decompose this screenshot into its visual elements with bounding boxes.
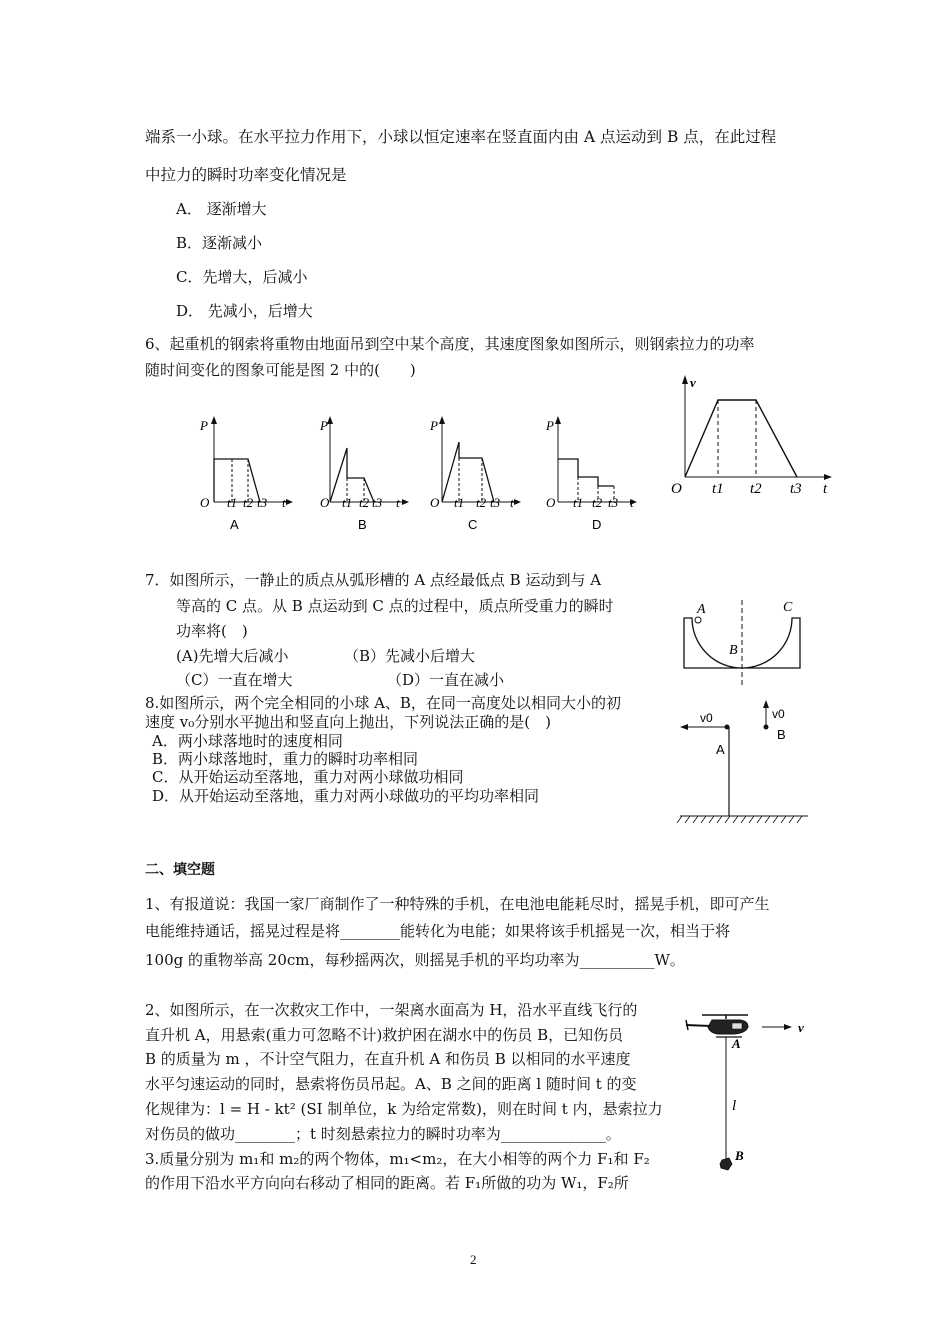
f1-line3: 100g 的重物举高 20cm，每秒摇两次，则摇晃手机的平均功率为__________W。 — [145, 951, 685, 969]
q6-graph-a-tick-t3: t3 — [257, 495, 268, 510]
q6-graph-c-origin: O — [430, 495, 440, 510]
q7-line1: 7．如图所示，一静止的质点从弧形槽的 A 点经最低点 B 运动到与 A — [145, 571, 602, 589]
q5-option-a: A． 逐渐增大 — [176, 200, 267, 218]
q8-option-c: C．从开始运动至落地，重力对两小球做功相同 — [152, 768, 464, 786]
q8-fig-label-a: A — [716, 742, 725, 757]
q6-graph-c-tick-t2: t2 — [476, 495, 487, 510]
q6-vt-axis-v: v — [690, 375, 696, 390]
f2-fig-label-l: l — [732, 1098, 737, 1114]
f3-line2: 的作用下沿水平方向向右移动了相同的距离。若 F₁所做的功为 W₁，F₂所 — [145, 1174, 629, 1192]
helicopter-icon — [686, 1015, 748, 1037]
f1-line2: 电能维持通话，摇晃过程是将________能转化为电能；如果将该手机摇晃一次，相当于将 — [145, 922, 731, 940]
q7-fig-label-c: C — [783, 600, 793, 615]
q6-vt-origin: O — [671, 481, 682, 497]
q6-graph-a-tick-t2: t2 — [243, 495, 254, 510]
q8-fig-v0-up: v0 — [772, 707, 785, 721]
q7-option-d: （D）一直在减小 — [387, 671, 505, 689]
q8-option-d: D．从开始运动至落地，重力对两小球做功的平均功率相同 — [152, 787, 540, 805]
q6-graph-b-tick-t2: t2 — [359, 495, 370, 510]
q6-vt-tick-t3: t3 — [790, 481, 802, 497]
q6-graph-d-tick-t3: t3 — [608, 495, 619, 510]
q6-graph-a-origin: O — [200, 495, 210, 510]
q8-line1: 8.如图所示，两个完全相同的小球 A、B，在同一高度处以相同大小的初 — [145, 694, 621, 712]
f2-line3: B 的质量为 m ，不计空气阻力，在直升机 A 和伤员 B 以相同的水平速度 — [145, 1050, 631, 1068]
f3-line1: 3.质量分别为 m₁和 m₂的两个物体，m₁<m₂，在大小相等的两个力 F₁和 F₂ — [145, 1150, 650, 1168]
q6-graph-c-caption: C — [468, 517, 478, 532]
q6-graph-d-caption: D — [592, 517, 602, 532]
q6-graph-b-axis-p: P — [320, 418, 328, 433]
q6-graph-d-axis-t: t — [630, 495, 634, 510]
q8-option-a: A．两小球落地时的速度相同 — [152, 732, 343, 750]
q6-vt-tick-t1: t1 — [712, 481, 724, 497]
section-fill-in-title: 二、填空题 — [145, 862, 215, 878]
q6-graph-a-axis-p: P — [200, 418, 208, 433]
q6-vt-axis-t: t — [823, 481, 828, 497]
q7-line3: 功率将( ) — [176, 622, 248, 640]
q6-graph-b-tick-t3: t3 — [372, 495, 383, 510]
f2-line4: 水平匀速运动的同时，悬索将伤员吊起。A、B 之间的距离 l 随时间 t 的变 — [145, 1075, 637, 1093]
q6-graph-c-axis-t: t — [510, 495, 514, 510]
q6-graph-c-axis-p: P — [430, 418, 438, 433]
q6-graph-a-caption: A — [230, 517, 239, 532]
f2-helicopter-figure — [682, 1008, 812, 1178]
q7-line2: 等高的 C 点。从 B 点运动到 C 点的过程中，质点所受重力的瞬时 — [176, 597, 614, 615]
f1-line1: 1、有报道说：我国一家厂商制作了一种特殊的手机，在电池电能耗尽时，摇晃手机，即可产生 — [145, 895, 770, 913]
q6-graph-c-tick-t3: t3 — [490, 495, 501, 510]
q8-option-b: B．两小球落地时，重力的瞬时功率相同 — [152, 750, 419, 768]
f2-line1: 2、如图所示，在一次救灾工作中，一架离水面高为 H，沿水平直线飞行的 — [145, 1001, 638, 1019]
q8-fig-v0-left: v0 — [700, 711, 713, 725]
q8-throw-figure — [676, 698, 816, 826]
q6-vt-graph — [668, 370, 838, 500]
page-number: 2 — [470, 1252, 477, 1267]
q5-option-b: B．逐渐减小 — [176, 234, 263, 252]
q6-graph-c — [424, 410, 524, 535]
q6-line2: 随时间变化的图象可能是图 2 中的( ) — [145, 361, 416, 379]
q6-graph-b — [312, 410, 412, 535]
q6-graph-a-tick-t1: t1 — [227, 495, 238, 510]
q6-graph-d-axis-p: P — [546, 418, 554, 433]
f2-line5: 化规律为：l = H - kt² (SI 制单位，k 为给定常数)，则在时间 t 内，悬索拉力 — [145, 1100, 663, 1118]
q8-line2: 速度 v₀分别水平抛出和竖直向上抛出，下列说法正确的是( ) — [145, 713, 551, 731]
q6-graph-b-axis-t: t — [396, 495, 400, 510]
f2-fig-label-b: B — [735, 1148, 744, 1163]
f2-line2: 直升机 A，用悬索(重力可忽略不计)救护困在湖水中的伤员 B，已知伤员 — [145, 1026, 624, 1044]
q8-fig-label-b: B — [777, 727, 786, 742]
q6-graph-b-origin: O — [320, 495, 330, 510]
q5-line1: 端系一小球。在水平拉力作用下，小球以恒定速率在竖直面内由 A 点运动到 B 点，在此过程 — [145, 128, 777, 146]
f2-fig-label-v: v — [798, 1020, 804, 1035]
q6-graph-a-axis-t: t — [282, 495, 286, 510]
q5-option-d: D． 先减小，后增大 — [176, 302, 313, 320]
q6-graph-d — [540, 410, 640, 535]
q6-graph-d-tick-t1: t1 — [573, 495, 584, 510]
q6-graph-b-caption: B — [358, 517, 367, 532]
q7-groove-figure — [678, 596, 808, 688]
f2-line6: 对伤员的做功________；t 时刻悬索拉力的瞬时功率为______________。 — [145, 1125, 621, 1143]
q6-graph-d-origin: O — [546, 495, 556, 510]
q6-graph-b-tick-t1: t1 — [342, 495, 353, 510]
q7-option-a: (A)先增大后减小 — [176, 647, 289, 665]
q5-line2: 中拉力的瞬时功率变化情况是 — [145, 166, 347, 184]
q6-graph-c-tick-t1: t1 — [454, 495, 465, 510]
f2-fig-label-a: A — [732, 1036, 741, 1051]
q7-fig-label-b: B — [729, 643, 738, 658]
q6-line1: 6、起重机的钢索将重物由地面吊到空中某个高度，其速度图象如图所示，则钢索拉力的功率 — [145, 335, 755, 353]
q7-option-b: （B）先减小后增大 — [344, 647, 476, 665]
q7-fig-label-a: A — [697, 602, 706, 617]
q7-option-c: （C）一直在增大 — [176, 671, 293, 689]
q6-vt-tick-t2: t2 — [750, 481, 762, 497]
q5-option-c: C．先增大，后减小 — [176, 268, 308, 286]
q6-graph-d-tick-t2: t2 — [592, 495, 603, 510]
q6-graph-a — [196, 410, 296, 535]
